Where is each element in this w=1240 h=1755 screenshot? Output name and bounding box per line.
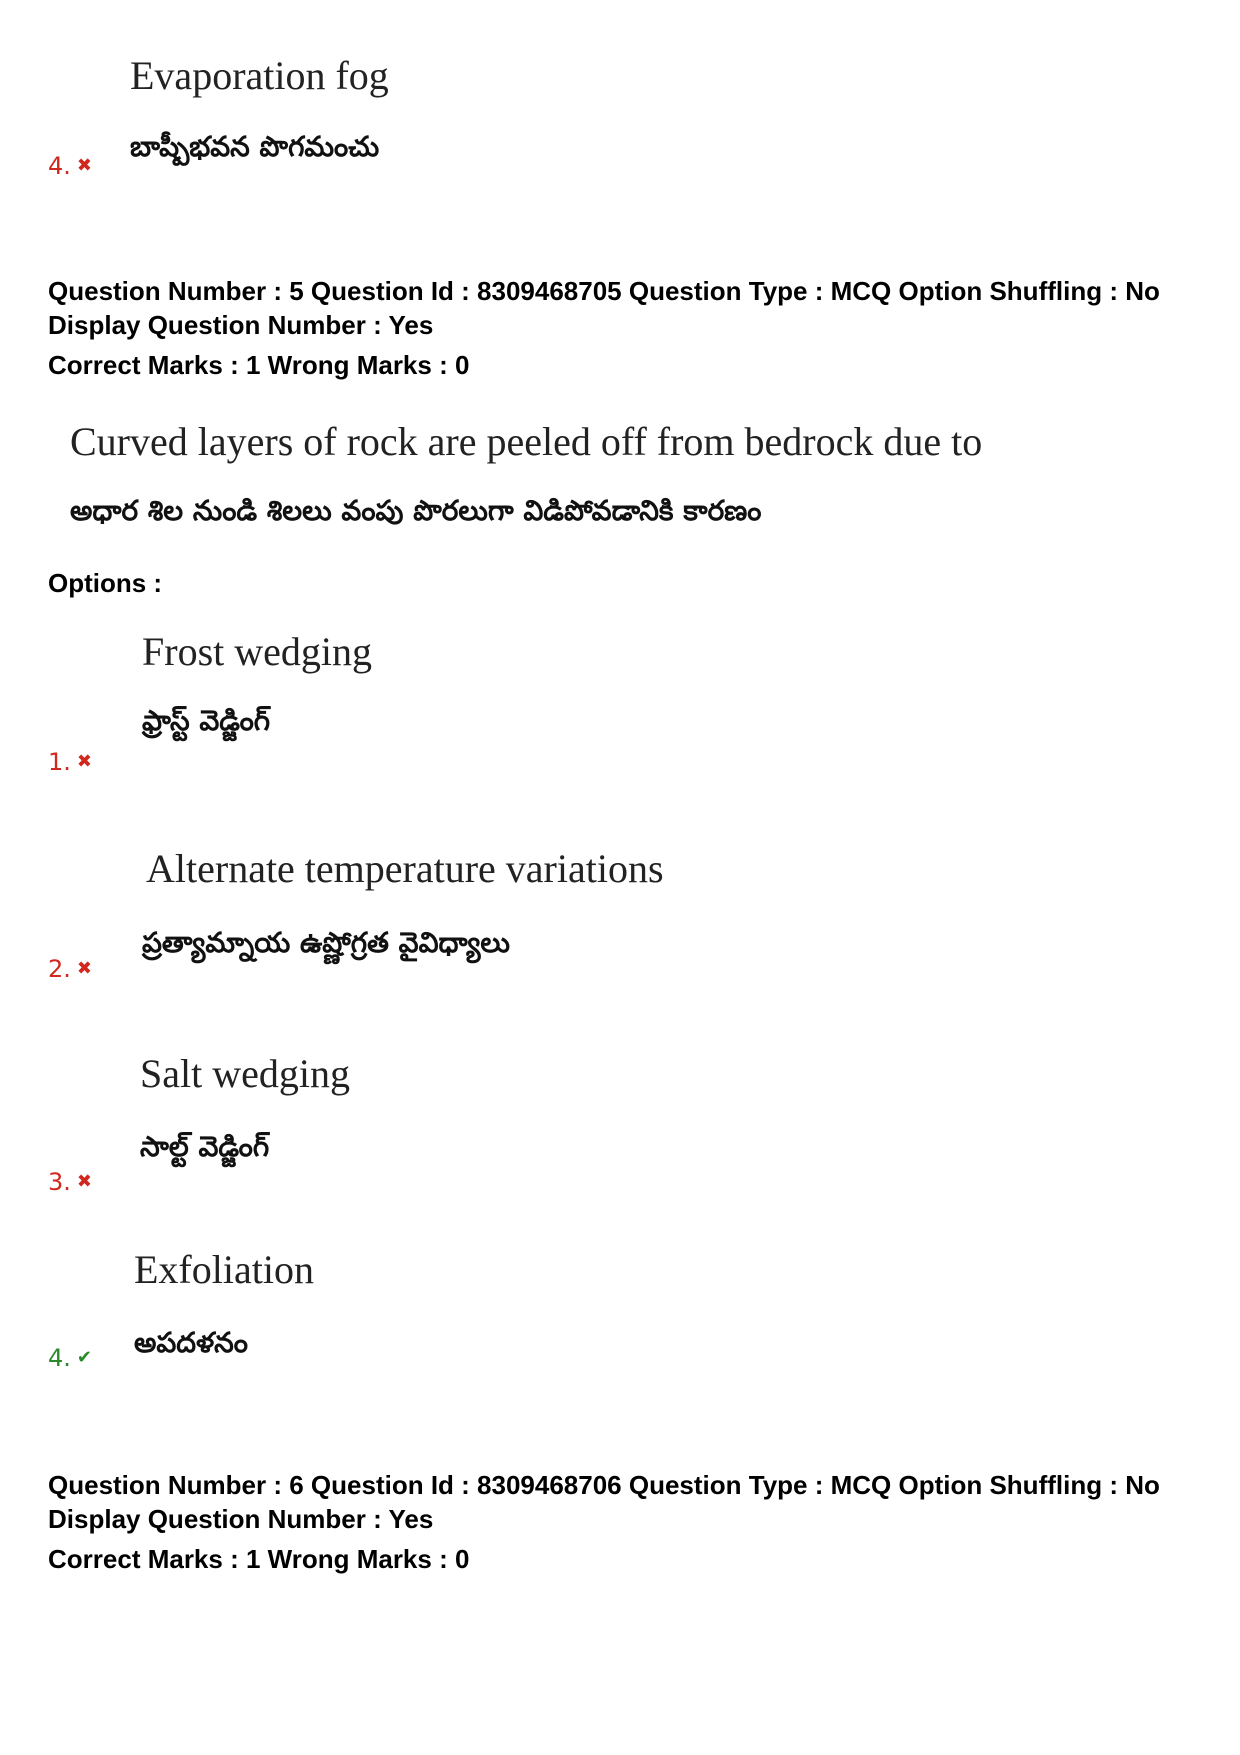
q6-header-line2: Display Question Number : Yes	[48, 1504, 434, 1534]
option-2-english: Alternate temperature variations	[146, 846, 664, 891]
cross-icon: ✖	[76, 958, 92, 979]
q5-marks: Correct Marks : 1 Wrong Marks : 0	[48, 350, 470, 380]
check-icon: ✔	[76, 1347, 92, 1368]
option-2-number: 2. ✖	[48, 955, 92, 983]
cross-icon: ✖	[76, 751, 92, 772]
option-2-telugu: ప్రత్యామ్నాయ ఉష్ణోగ్రత వైవిధ్యాలు	[142, 926, 510, 959]
q5-header-line2: Display Question Number : Yes	[48, 310, 434, 340]
q5-header-line1: Question Number : 5 Question Id : 8309468705 Question Type : MCQ Option Shuffling : No	[48, 276, 1160, 306]
prev-option-number: 4. ✖	[48, 152, 92, 180]
q6-header-line1: Question Number : 6 Question Id : 8309468706 Question Type : MCQ Option Shuffling : No	[48, 1470, 1160, 1500]
option-1-english: Frost wedging	[142, 629, 372, 674]
q6-marks: Correct Marks : 1 Wrong Marks : 0	[48, 1544, 470, 1574]
cross-icon: ✖	[76, 1171, 92, 1192]
option-3-english: Salt wedging	[140, 1051, 350, 1096]
option-1-telugu: ఫ్రాస్ట్ వెడ్జింగ్	[142, 704, 271, 737]
option-4-number: 4. ✔	[48, 1344, 92, 1372]
prev-option-telugu: బాష్పీభవన పొగమంచు	[130, 130, 380, 163]
option-4-english: Exfoliation	[134, 1247, 314, 1292]
option-3-number: 3. ✖	[48, 1168, 92, 1196]
option-1-number: 1. ✖	[48, 748, 92, 776]
q5-question-english: Curved layers of rock are peeled off from bedrock due to	[70, 419, 983, 464]
option-3-telugu: సాల్ట్ వెడ్జింగ్	[140, 1130, 270, 1163]
q5-options-label: Options :	[48, 568, 163, 598]
q5-question-telugu: అధార శిల నుండి శిలలు వంపు పొరలుగా విడిపోవడానికి కారణం	[70, 494, 762, 527]
cross-icon: ✖	[76, 155, 92, 176]
prev-option-english: Evaporation fog	[130, 53, 389, 98]
option-4-telugu: అపదళనం	[134, 1326, 248, 1359]
